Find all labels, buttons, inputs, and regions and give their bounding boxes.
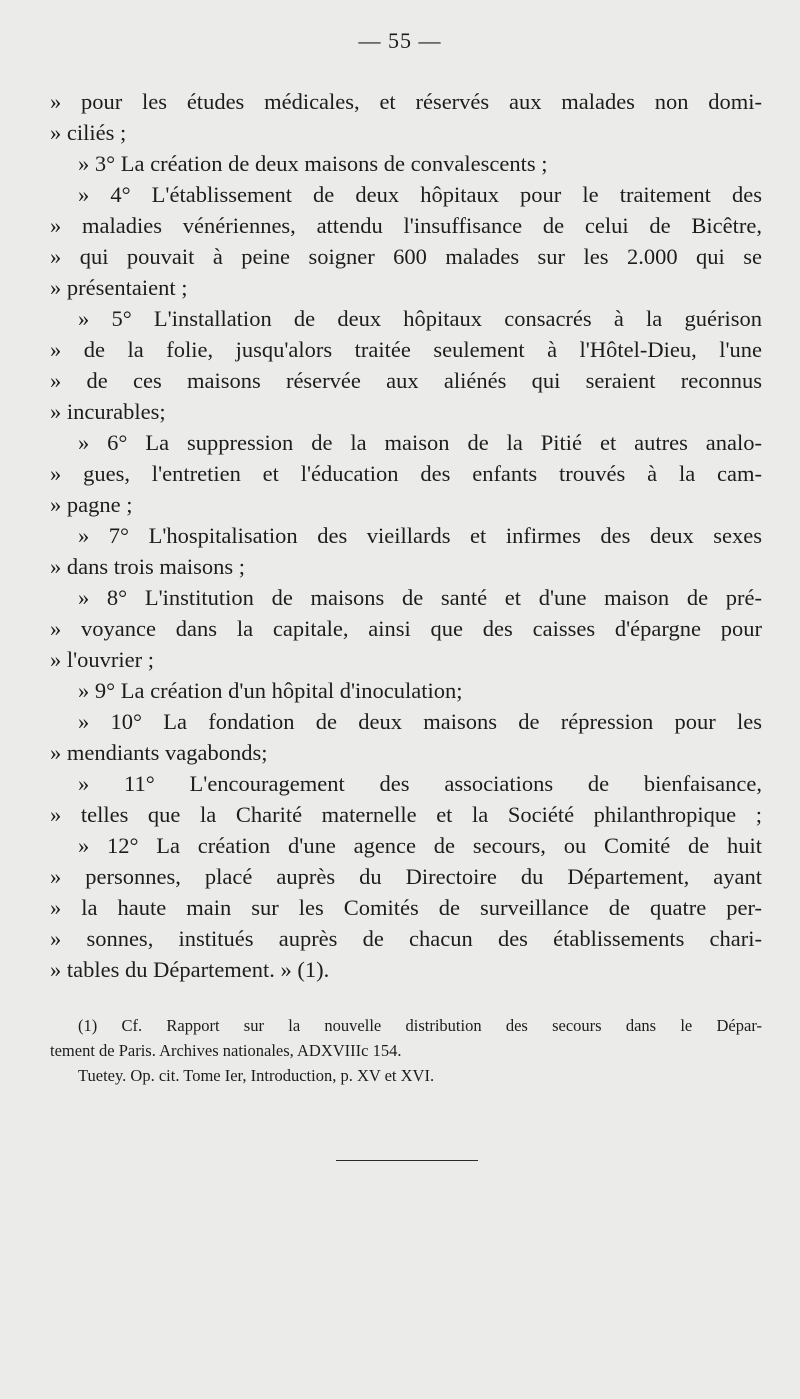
text-line: » pour les études médicales, et réservés aux malades non domi- [50, 89, 762, 114]
text-line: » dans trois maisons ; [50, 554, 245, 579]
text-line: » qui pouvait à peine soigner 600 malades sur les 2.000 qui se [50, 244, 762, 269]
text-line: » maladies vénériennes, attendu l'insuffisance de celui de Bicêtre, [50, 213, 762, 238]
text-line: » 6° La suppression de la maison de la Pitié et autres analo- [78, 430, 762, 455]
text-line: » telles que la Charité maternelle et la Société philanthropique ; [50, 802, 762, 827]
text-line: » présentaient ; [50, 275, 188, 300]
footnote-line: (1) Cf. Rapport sur la nouvelle distribution des secours dans le Dépar- [78, 1016, 762, 1035]
body-text [50, 86, 762, 985]
text-line: » 4° L'établissement de deux hôpitaux pour le traitement des [78, 182, 762, 207]
text-line: » la haute main sur les Comités de surveillance de quatre per- [50, 895, 762, 920]
footnote-line: tement de Paris. Archives nationales, ADXVIIIc 154. [50, 1041, 402, 1060]
text-line: » ciliés ; [50, 120, 127, 145]
text-line: » sonnes, institués auprès de chacun des établissements chari- [50, 926, 762, 951]
end-rule-divider [336, 1160, 478, 1161]
page-number: — 55 — [358, 28, 442, 53]
text-line: » de ces maisons réservée aux aliénés qui seraient reconnus [50, 368, 762, 393]
text-line: » 9° La création d'un hôpital d'inoculation; [78, 678, 463, 703]
text-line: » mendiants vagabonds; [50, 740, 268, 765]
text-line: » 11° L'encouragement des associations de bienfaisance, [78, 771, 762, 796]
text-line: » 5° L'installation de deux hôpitaux consacrés à la guérison [78, 306, 762, 331]
text-line: » personnes, placé auprès du Directoire du Département, ayant [50, 864, 762, 889]
text-line: » 12° La création d'une agence de secours, ou Comité de huit [78, 833, 762, 858]
text-line: » 7° L'hospitalisation des vieillards et infirmes des deux sexes [78, 523, 762, 548]
footnote-line: Tuetey. Op. cit. Tome Ier, Introduction, p. XV et XVI. [78, 1066, 435, 1085]
text-line: » 3° La création de deux maisons de convalescents ; [78, 151, 548, 176]
text-line: » l'ouvrier ; [50, 647, 155, 672]
text-line: » pagne ; [50, 492, 133, 517]
text-line: » 10° La fondation de deux maisons de répression pour les [78, 709, 762, 734]
text-line: » 8° L'institution de maisons de santé et d'une maison de pré- [78, 585, 762, 610]
text-line: » gues, l'entretien et l'éducation des enfants trouvés à la cam- [50, 461, 762, 486]
text-line: » incurables; [50, 399, 166, 424]
text-line: » voyance dans la capitale, ainsi que des caisses d'épargne pour [50, 616, 762, 641]
footnotes [50, 1013, 762, 1088]
text-line: » de la folie, jusqu'alors traitée seulement à l'Hôtel-Dieu, l'une [50, 337, 762, 362]
text-line: » tables du Département. » (1). [50, 957, 330, 982]
